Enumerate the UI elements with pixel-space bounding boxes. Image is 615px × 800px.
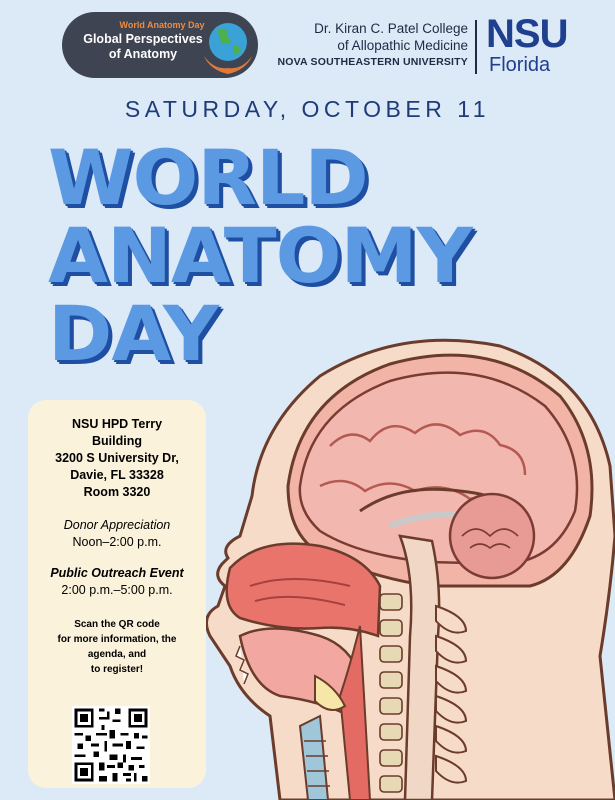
scan-instructions — [28, 617, 206, 677]
venue-line3: 3200 S University Dr, — [55, 451, 179, 465]
nsu-logo: NSU — [486, 12, 568, 56]
scan-line3: agenda, and — [87, 649, 147, 660]
nsu-logo-sub: Florida — [489, 54, 551, 76]
event-time-outreach: 2:00 p.m.–5:00 p.m. — [61, 583, 173, 597]
headline-line2: ANATOMY — [48, 211, 472, 300]
event-title-outreach: Public Outreach Event — [50, 566, 184, 580]
anatomy-head-illustration — [200, 336, 615, 800]
headline-line3: DAY — [48, 289, 219, 378]
badge-title-line1: Global Perspectives — [83, 32, 203, 46]
scan-line4: to register! — [90, 664, 144, 675]
header-divider — [475, 20, 477, 74]
scan-line1: Scan the QR code — [74, 619, 160, 630]
venue-line1: NSU HPD Terry — [71, 417, 163, 431]
badge-title-line2: of Anatomy — [108, 47, 178, 61]
scan-line2: for more information, the — [57, 634, 177, 645]
college-name — [262, 20, 468, 70]
college-line3: NOVA SOUTHEASTERN UNIVERSITY — [277, 56, 468, 68]
event-title-donor: Donor Appreciation — [63, 518, 171, 532]
badge-small-text: World Anatomy Day — [119, 20, 205, 30]
venue-line5: Room 3320 — [83, 485, 151, 499]
world-anatomy-day-badge — [62, 12, 258, 78]
globe-hands-icon — [200, 16, 256, 78]
event-date: SATURDAY, OCTOBER 11 — [124, 96, 491, 122]
college-line1: Dr. Kiran C. Patel College — [314, 21, 468, 36]
venue-line2: Building — [92, 434, 142, 448]
college-line2: of Allopathic Medicine — [337, 38, 468, 53]
headline-line1: WORLD — [48, 133, 368, 222]
badge-title — [68, 32, 218, 62]
event-time-donor: Noon–2:00 p.m. — [72, 535, 162, 549]
qr-code-icon[interactable] — [72, 706, 150, 784]
venue-address — [28, 416, 206, 501]
venue-line4: Davie, FL 33328 — [70, 468, 164, 482]
info-card — [28, 400, 206, 788]
